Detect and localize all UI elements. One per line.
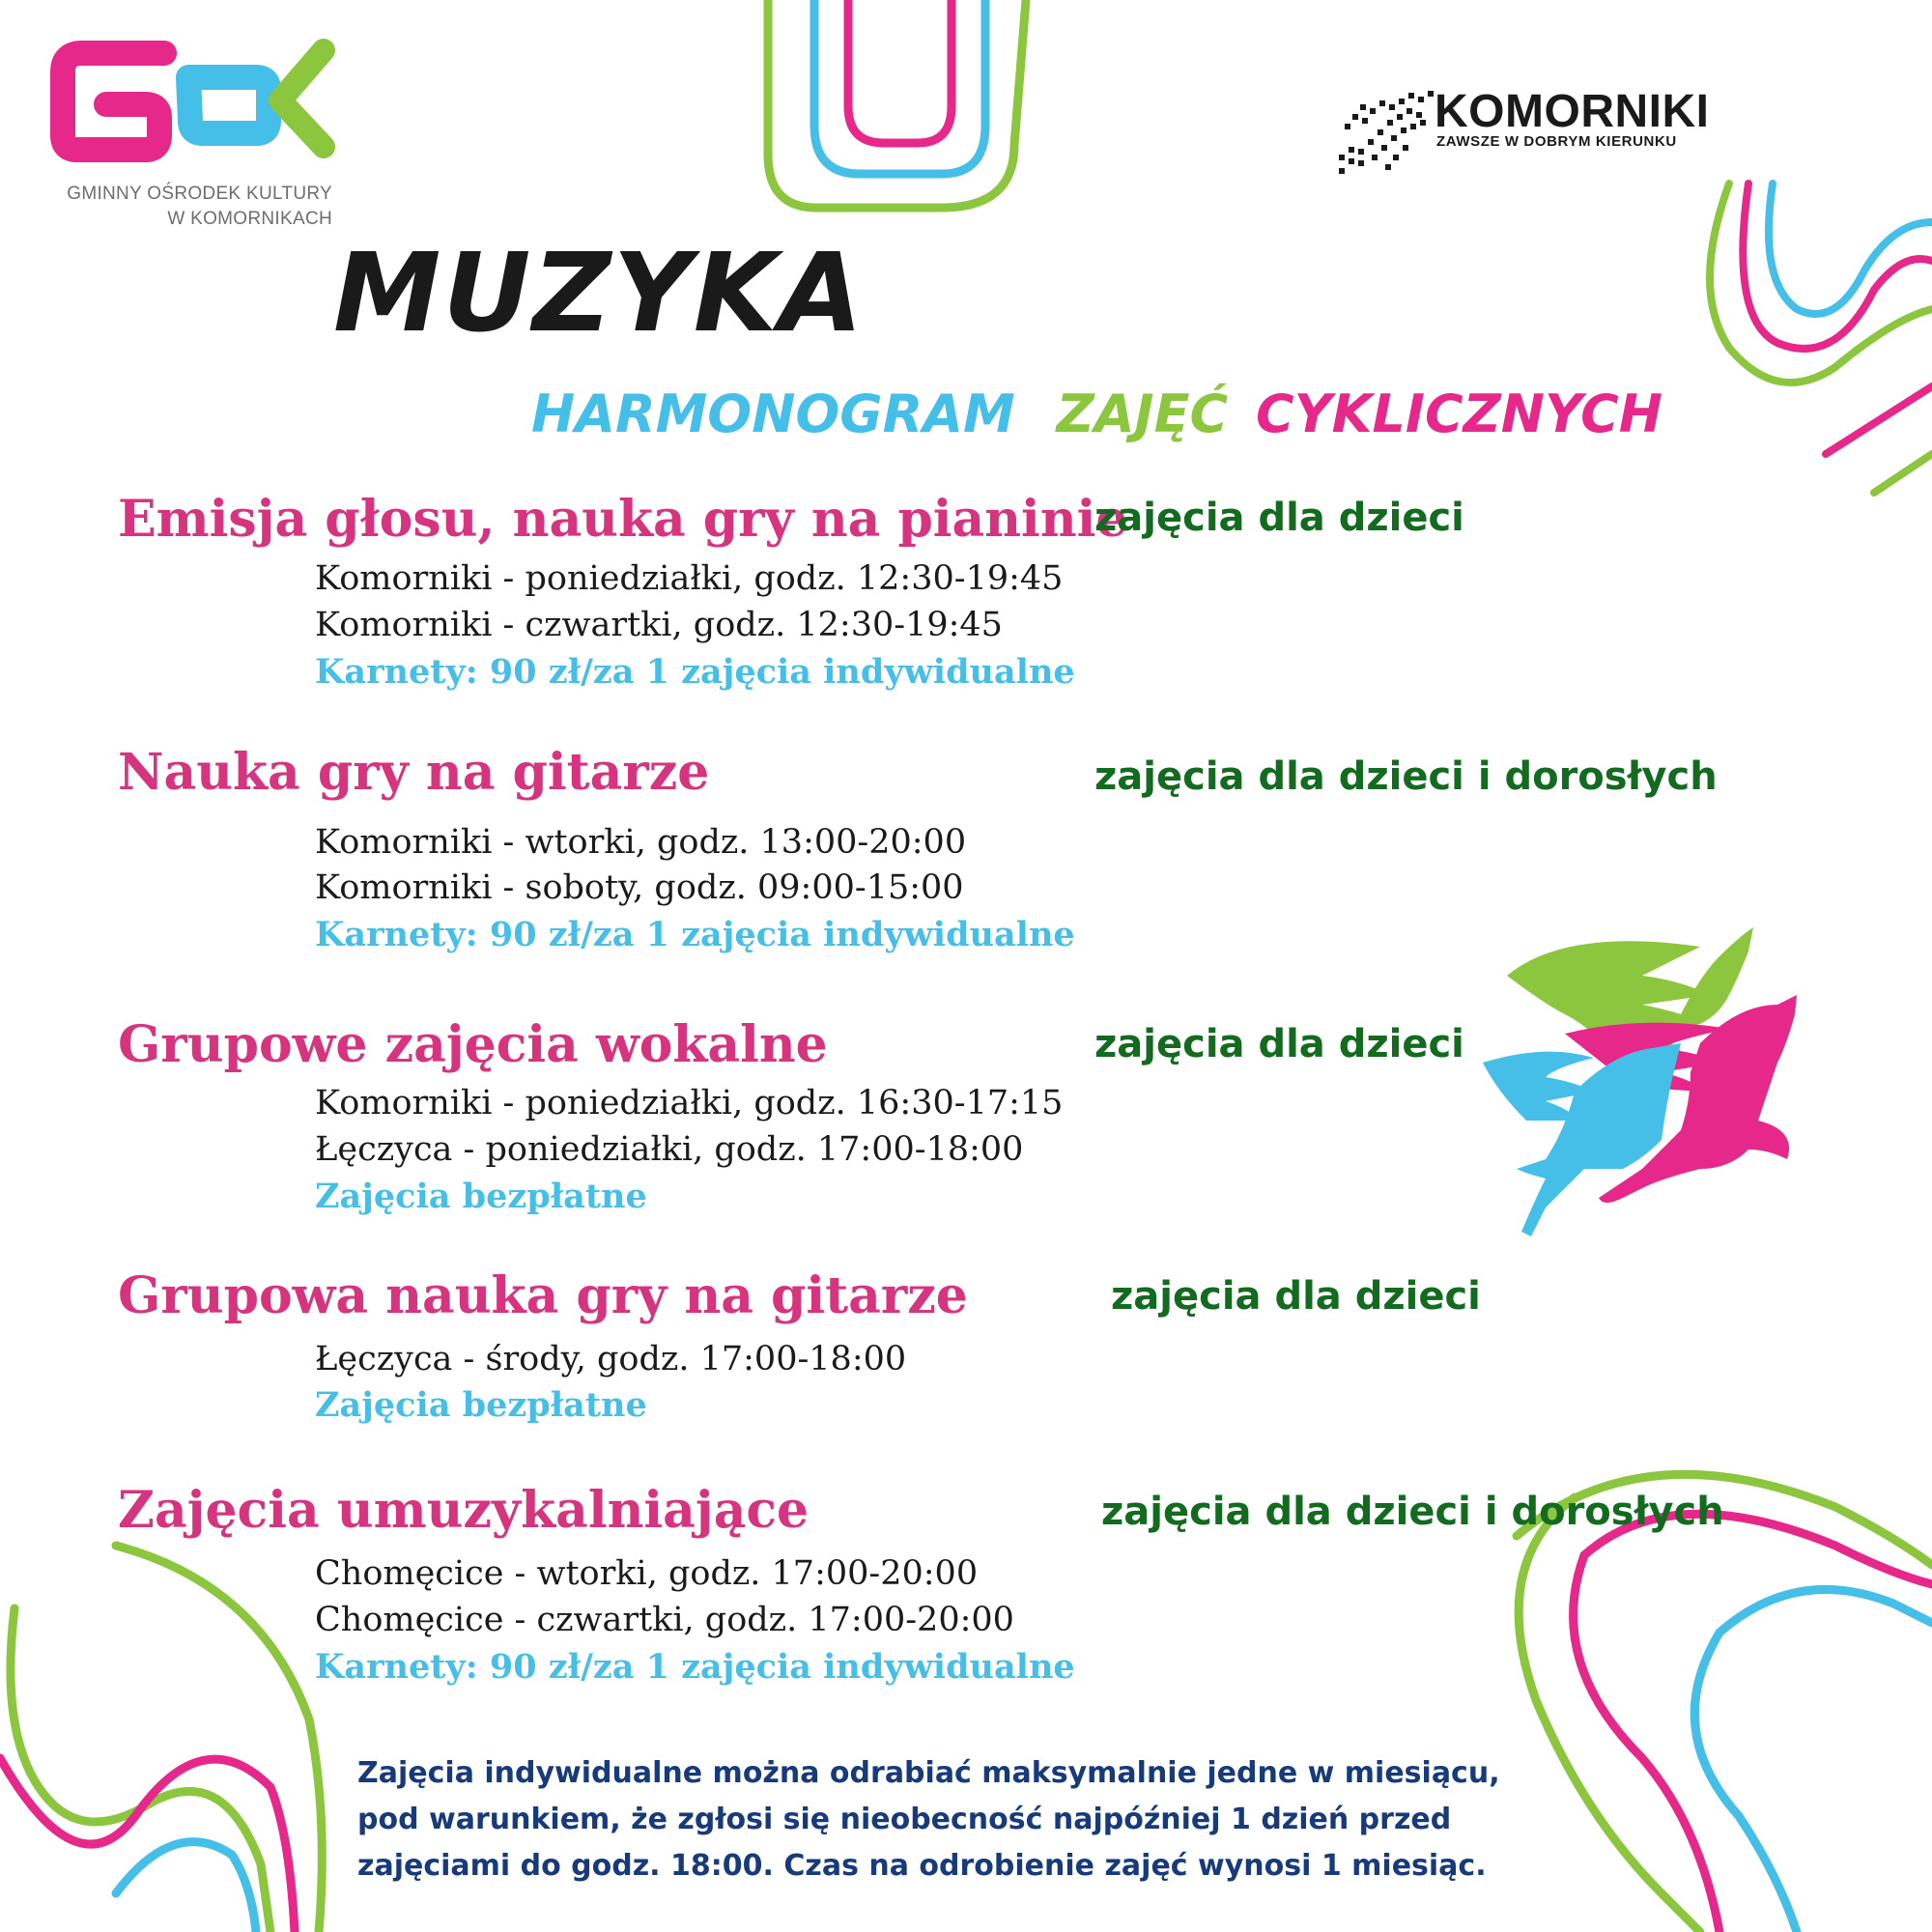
gok-logo-caption [50, 182, 332, 232]
section-5-schedule-line-2: Chomęcice - czwartki, godz. 17:00-20:00 [315, 1601, 1014, 1639]
section-4-audience: zajęcia dla dzieci [1111, 1274, 1481, 1319]
page-title: MUZYKA [333, 231, 866, 356]
subtitle-word-cyklicznych: CYKLICZNYCH [1255, 384, 1662, 444]
gok-letters-logo [63, 50, 324, 150]
page-subtitle [531, 384, 1662, 444]
section-2-audience: zajęcia dla dzieci i dorosłych [1094, 754, 1718, 799]
right-ribbon-waves [1710, 184, 1932, 493]
section-1-schedule-line-1: Komorniki - poniedziałki, godz. 12:30-19:45 [315, 559, 1064, 598]
section-3-price: Zajęcia bezpłatne [315, 1177, 647, 1216]
top-ribbon-loops [768, 0, 1026, 208]
section-2-schedule-line-1: Komorniki - wtorki, godz. 13:00-20:00 [315, 823, 967, 862]
section-2-schedule-line-2: Komorniki - soboty, godz. 09:00-15:00 [315, 868, 964, 907]
subtitle-word-zajec: ZAJĘĆ [1056, 384, 1229, 444]
gok-caption-line1: GMINNY OŚRODEK KULTURY [67, 184, 332, 204]
section-5-audience: zajęcia dla dzieci i dorosłych [1101, 1490, 1724, 1534]
section-4-title: Grupowa nauka gry na gitarze [118, 1266, 968, 1325]
section-2-price: Karnety: 90 zł/za 1 zajęcia indywidualne [315, 915, 1075, 954]
section-1-price: Karnety: 90 zł/za 1 zajęcia indywidualne [315, 652, 1075, 692]
subtitle-word-harmonogram: HARMONOGRAM [531, 384, 1015, 444]
section-5-title: Zajęcia umuzykalniające [118, 1481, 810, 1540]
section-2-title: Nauka gry na gitarze [118, 743, 710, 802]
section-3-title: Grupowe zajęcia wokalne [118, 1015, 828, 1074]
section-3-audience: zajęcia dla dzieci [1094, 1022, 1464, 1066]
section-1-schedule-line-2: Komorniki - czwartki, godz. 12:30-19:45 [315, 606, 1003, 644]
section-3-schedule-line-2: Łęczyca - poniedziałki, godz. 17:00-18:00 [315, 1130, 1024, 1169]
section-1-title: Emisja głosu, nauka gry na pianinie [118, 490, 1128, 549]
bottom-left-ribbon-waves [0, 1546, 322, 1932]
section-4-schedule-line-1: Łęczyca - środy, godz. 17:00-18:00 [315, 1340, 907, 1378]
komorniki-logo-name: KOMORNIKI [1435, 86, 1710, 137]
gok-caption-line2: W KOMORNIKACH [167, 209, 332, 229]
section-3-schedule-line-1: Komorniki - poniedziałki, godz. 16:30-17:15 [315, 1084, 1064, 1122]
pixel-arrow-logo [1339, 91, 1434, 174]
makeup-classes-note [357, 1750, 1613, 1889]
three-pegasus-icon [1483, 927, 1797, 1236]
section-1-audience: zajęcia dla dzieci [1094, 496, 1464, 540]
note-line-3: zajęciami do godz. 18:00. Czas na odrobienie zajęć wynosi 1 miesiąc. [357, 1849, 1487, 1883]
komorniki-logo-slogan: ZAWSZE W DOBRYM KIERUNKU [1436, 133, 1677, 150]
note-line-1: Zajęcia indywidualne można odrabiać maksymalnie jedne w miesiącu, [357, 1756, 1500, 1790]
section-4-price: Zajęcia bezpłatne [315, 1385, 647, 1425]
note-line-2: pod warunkiem, że zgłosi się nieobecność najpóźniej 1 dzień przed [357, 1803, 1452, 1836]
section-5-price: Karnety: 90 zł/za 1 zajęcia indywidualne [315, 1647, 1075, 1687]
section-5-schedule-line-1: Chomęcice - wtorki, godz. 17:00-20:00 [315, 1554, 979, 1593]
